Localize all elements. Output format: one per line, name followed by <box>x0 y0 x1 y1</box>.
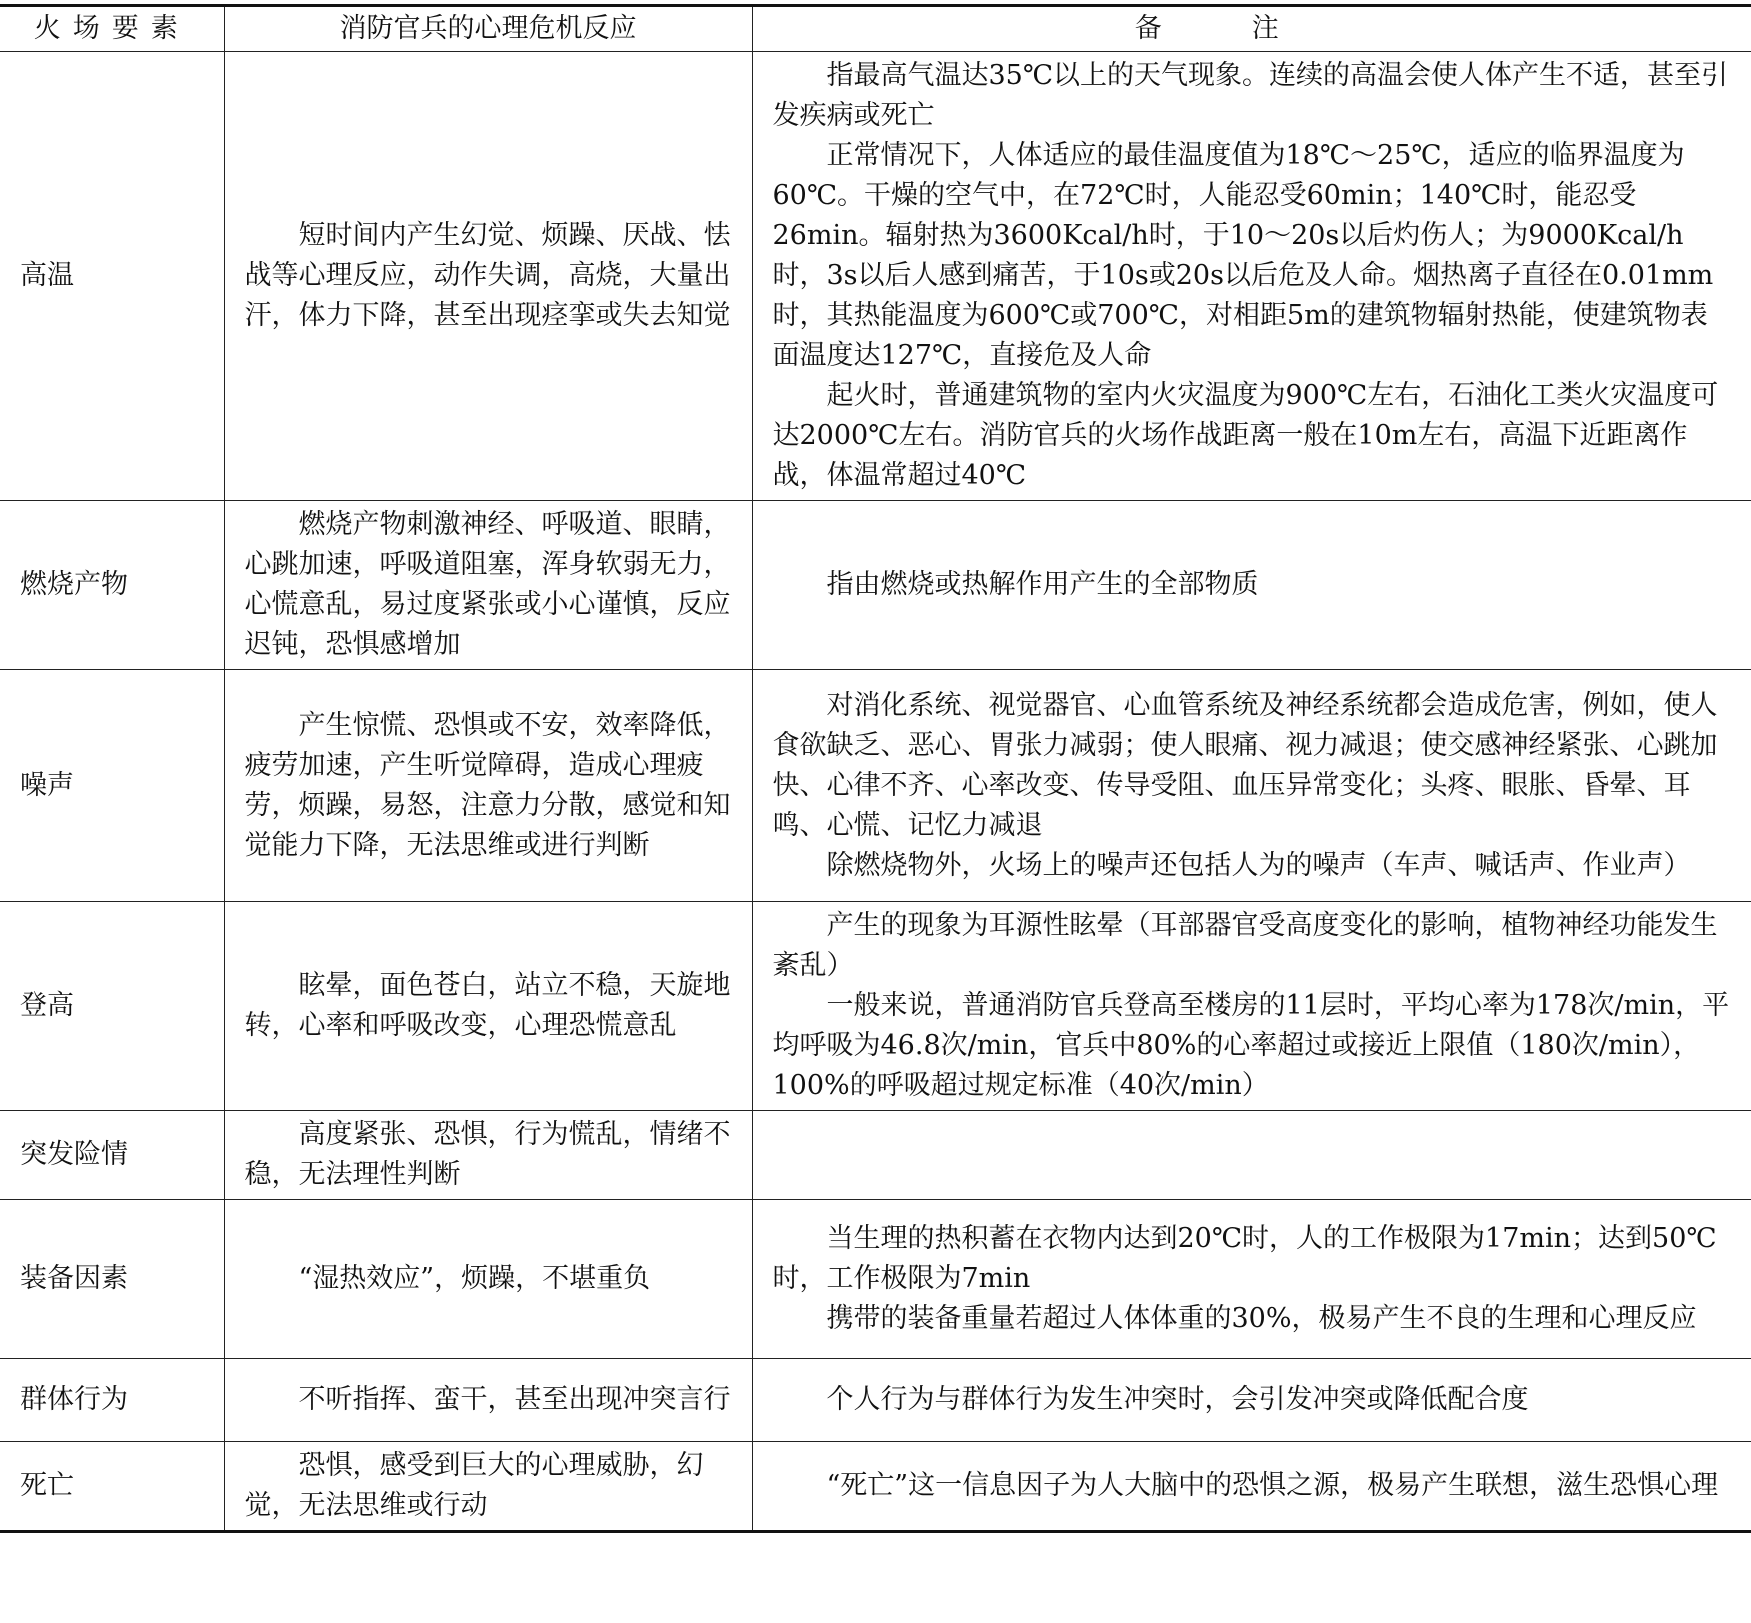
reaction-cell <box>224 501 752 670</box>
table-row <box>0 52 1751 501</box>
table-row <box>0 1442 1751 1532</box>
reaction-text: 燃烧产物刺激神经、呼吸道、眼睛，心跳加速，呼吸道阻塞，浑身软弱无力，心慌意乱，易过度紧张或小心谨慎，反应迟钝，恐惧感增加 <box>244 509 731 660</box>
reaction-text: 恐惧，感受到巨大的心理威胁，幻觉，无法思维或行动 <box>244 1450 704 1521</box>
reaction-cell <box>224 1111 752 1200</box>
note-cell <box>752 52 1751 501</box>
header-note: 备注 <box>752 6 1751 52</box>
factor-cell: 噪声 <box>0 670 224 902</box>
note-paragraph: 携带的装备重量若超过人体体重的30%，极易产生不良的生理和心理反应 <box>826 1303 1697 1334</box>
reaction-cell <box>224 52 752 501</box>
table-row <box>0 1111 1751 1200</box>
reaction-text: “湿热效应”，烦躁，不堪重负 <box>298 1263 651 1294</box>
reaction-cell <box>224 1200 752 1359</box>
reaction-text: 产生惊慌、恐惧或不安，效率降低，疲劳加速，产生听觉障碍，造成心理疲劳，烦躁，易怒，注意力分散，感觉和知觉能力下降，无法思维或进行判断 <box>244 709 731 861</box>
reaction-cell <box>224 1359 752 1442</box>
note-paragraph: 指由燃烧或热解作用产生的全部物质 <box>826 569 1259 600</box>
note-cell <box>752 1200 1751 1359</box>
table-header <box>0 6 1751 52</box>
reaction-text: 短时间内产生幻觉、烦躁、厌战、怯战等心理反应，动作失调，高烧，大量出汗，体力下降，甚至出现痉挛或失去知觉 <box>244 220 731 331</box>
reaction-text: 眩晕，面色苍白，站立不稳，天旋地转，心率和呼吸改变，心理恐慌意乱 <box>244 970 731 1041</box>
factor-cell: 群体行为 <box>0 1359 224 1442</box>
note-paragraph: 产生的现象为耳源性眩晕（耳部器官受高度变化的影响，植物神经功能发生紊乱） <box>772 910 1718 981</box>
note-paragraph: “死亡”这一信息因子为人大脑中的恐惧之源，极易产生联想，滋生恐惧心理 <box>826 1470 1719 1501</box>
note-paragraph: 起火时，普通建筑物的室内火灾温度为900℃左右，石油化工类火灾温度可达2000℃左右。消防官兵的火场作战距离一般在10m左右，高温下近距离作战，体温常超过40℃ <box>772 380 1719 491</box>
reaction-cell <box>224 1442 752 1532</box>
note-cell <box>752 1111 1751 1200</box>
factor-cell: 燃烧产物 <box>0 501 224 670</box>
table-body <box>0 52 1751 1532</box>
factor-cell: 突发险情 <box>0 1111 224 1200</box>
reaction-cell <box>224 902 752 1111</box>
header-reaction: 消防官兵的心理危机反应 <box>224 6 752 52</box>
factor-cell: 死亡 <box>0 1442 224 1532</box>
reaction-text: 不听指挥、蛮干，甚至出现冲突言行 <box>298 1384 731 1415</box>
reaction-text: 高度紧张、恐惧，行为慌乱，情绪不稳，无法理性判断 <box>244 1119 731 1190</box>
header-factor: 火场要素 <box>0 6 224 52</box>
factor-cell: 装备因素 <box>0 1200 224 1359</box>
note-cell <box>752 1442 1751 1532</box>
table-row <box>0 670 1751 902</box>
factor-cell: 登高 <box>0 902 224 1111</box>
note-paragraph: 除燃烧物外，火场上的噪声还包括人为的噪声（车声、喊话声、作业声） <box>826 849 1691 881</box>
table-row <box>0 902 1751 1111</box>
note-paragraph: 一般来说，普通消防官兵登高至楼房的11层时，平均心率为178次/min，平均呼吸为46.8次/min，官兵中80%的心率超过或接近上限值（180次/min），100%的呼吸超过规定标准（40次/min） <box>772 990 1730 1101</box>
reaction-cell <box>224 670 752 902</box>
header-row <box>0 6 1751 52</box>
note-paragraph: 个人行为与群体行为发生冲突时，会引发冲突或降低配合度 <box>826 1384 1529 1415</box>
note-cell <box>752 670 1751 902</box>
table-row <box>0 501 1751 670</box>
note-paragraph: 指最高气温达35℃以上的天气现象。连续的高温会使人体产生不适，甚至引发疾病或死亡 <box>772 60 1729 131</box>
note-cell <box>752 501 1751 670</box>
note-paragraph: 对消化系统、视觉器官、心血管系统及神经系统都会造成危害，例如，使人食欲缺乏、恶心、胃张力减弱；使人眼痛、视力减退；使交感神经紧张、心跳加快、心律不齐、心率改变、传导受阻、血压异常变化；头疼、眼胀、昏晕、耳鸣、心慌、记忆力减退 <box>772 689 1718 841</box>
table-row <box>0 1200 1751 1359</box>
note-cell <box>752 902 1751 1111</box>
factor-cell: 高温 <box>0 52 224 501</box>
fire-factor-table <box>0 4 1751 1533</box>
note-paragraph: 当生理的热积蓄在衣物内达到20℃时，人的工作极限为17min；达到50℃时，工作极限为7min <box>772 1223 1717 1294</box>
table-row <box>0 1359 1751 1442</box>
note-paragraph: 正常情况下，人体适应的最佳温度值为18℃～25℃，适应的临界温度为60℃。干燥的空气中，在72℃时，人能忍受60min；140℃时，能忍受26min。辐射热为3600Kcal/h时，于10～20s以后灼伤人；为9000Kcal/h时，3s以后人感到痛苦，于10s或20s以后危及人命。烟热离子直径在0.01mm时，其热能温度为600℃或700℃，对相距5m的建筑物辐射热能，使建筑物表面温度达127℃，直接危及人命 <box>772 140 1714 371</box>
note-cell <box>752 1359 1751 1442</box>
